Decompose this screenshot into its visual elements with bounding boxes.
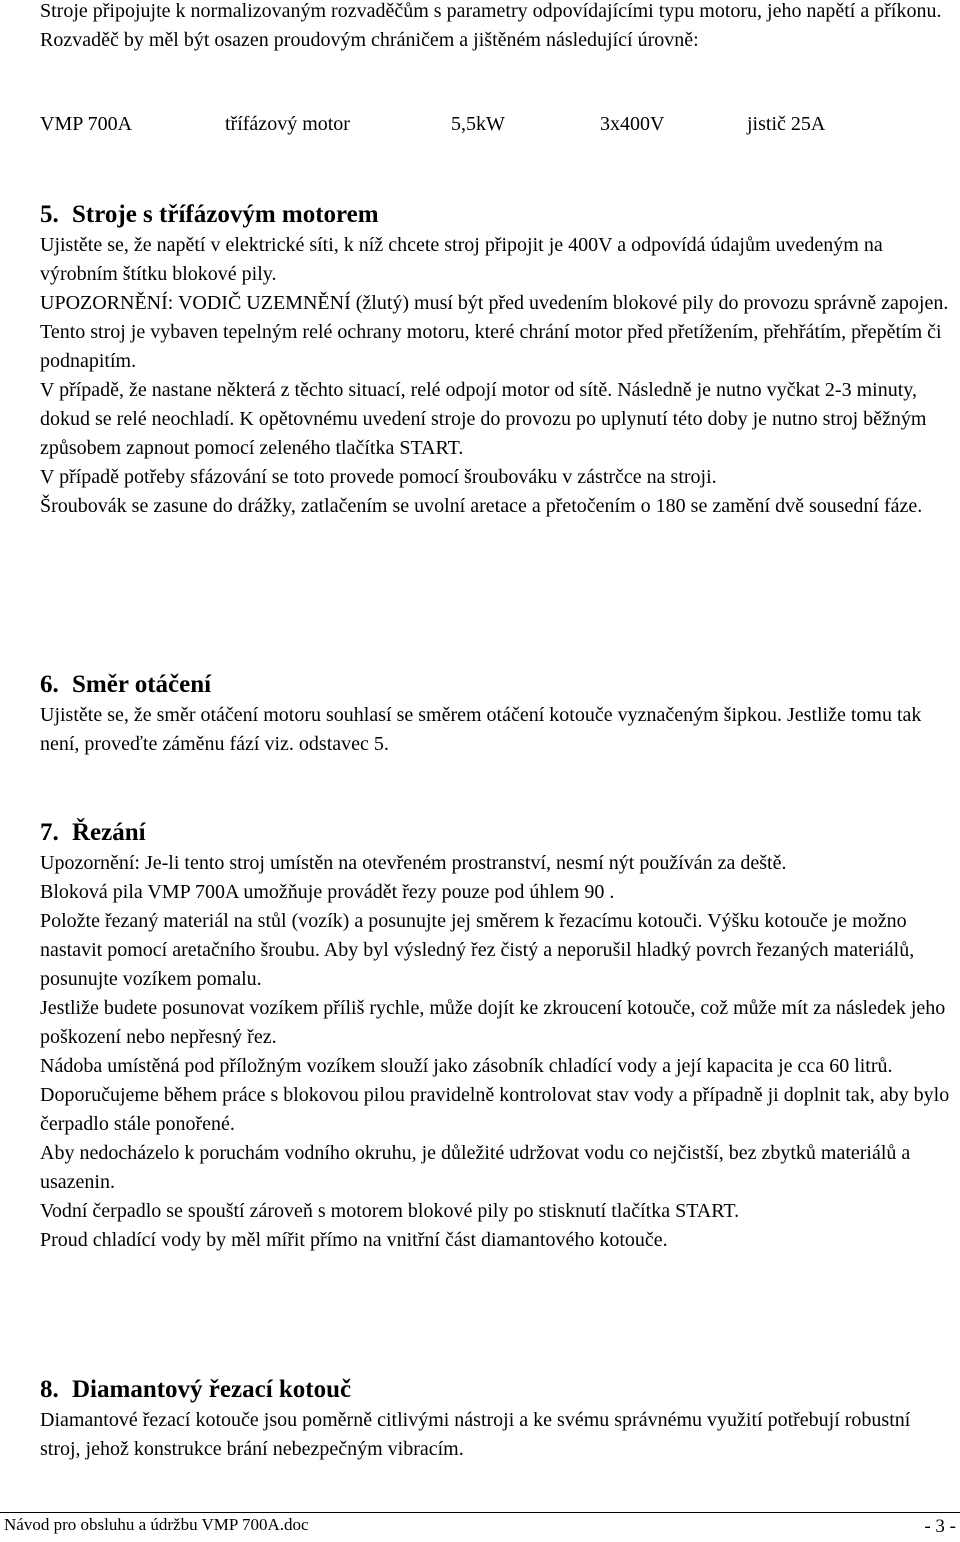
section-5-title: Stroje s třífázovým motorem xyxy=(72,201,379,228)
intro-paragraph: Stroje připojujte k normalizovaným rozvaděčům s parametry odpovídajícími typu motoru, jeho napětí a příkonu. Rozvaděč by měl být osazen proudovým chráničem a jištěném následující úrovně: xyxy=(40,0,942,51)
section-6-heading xyxy=(40,669,955,701)
section-5-line: UPOZORNĚNÍ: VODIČ UZEMNĚNÍ (žlutý) musí být před uvedením blokové pily do provozu správně zapojen. xyxy=(40,292,949,314)
section-7-line: Položte řezaný materiál na stůl (vozík) a posunujte jej směrem k řezacímu kotouči. Výšku kotouče je možno nastavit pomocí aretačního šroubu. Aby byl výsledný řez čistý a neporušil hladký povrch řezaných materiálů, posunujte vozíkem pomalu. xyxy=(40,910,915,990)
section-8-title: Diamantový řezací kotouč xyxy=(72,1376,352,1403)
section-7-number: 7. xyxy=(40,819,59,846)
section-7-line: Bloková pila VMP 700A umožňuje provádět řezy pouze pod úhlem 90 . xyxy=(40,881,615,903)
section-8-heading xyxy=(40,1374,955,1406)
spec-model: VMP 700A xyxy=(40,113,133,135)
section-5-line: Šroubovák se zasune do drážky, zatlačením se uvolní aretace a přetočením o 180 se zamění dvě sousední fáze. xyxy=(40,495,923,517)
section-5-line: V případě potřeby sfázování se toto provede pomocí šroubováku v zástrčce na stroji. xyxy=(40,466,717,488)
page-footer xyxy=(0,1512,960,1542)
spec-breaker: jistič 25A xyxy=(747,113,826,135)
section-5-line: Tento stroj je vybaven tepelným relé ochrany motoru, které chrání motor před přetížením, přehřátím, přepětím či podnapitím. xyxy=(40,321,942,372)
section-6 xyxy=(40,669,955,759)
section-5-line: V případě, že nastane některá z těchto situací, relé odpojí motor od sítě. Následně je nutno vyčkat 2-3 minuty, dokud se relé neochladí. K opětovnému uvedení stroje do provozu po uplynutí této doby je nutno stroj běžným způsobem zapnout pomocí zeleného tlačítka START. xyxy=(40,379,927,459)
section-7-line: Upozornění: Je-li tento stroj umístěn na otevřeném prostranství, nesmí nýt používán za deště. xyxy=(40,852,787,874)
spec-voltage: 3x400V xyxy=(600,113,665,135)
section-7-line: Jestliže budete posunovat vozíkem příliš rychle, může dojít ke zkroucení kotouče, což může mít za následek jeho poškození nebo nepřesný řez. xyxy=(40,997,946,1048)
intro-block xyxy=(40,0,955,55)
spec-motor: třífázový motor xyxy=(225,113,350,135)
section-7-line: Nádoba umístěná pod příložným vozíkem slouží jako zásobník chladící vody a její kapacita je cca 60 litrů. Doporučujeme během práce s blokovou pilou pravidelně kontrolovat stav vody a případně ji doplnit tak, aby bylo čerpadlo stále ponořené. xyxy=(40,1055,950,1135)
footer-page-number: - 3 - xyxy=(924,1516,956,1537)
section-7-heading xyxy=(40,817,955,849)
spec-power: 5,5kW xyxy=(451,113,505,135)
section-8 xyxy=(40,1374,955,1464)
section-7-title: Řezání xyxy=(72,819,146,846)
section-6-number: 6. xyxy=(40,671,59,698)
section-8-line: Diamantové řezací kotouče jsou poměrně citlivými nástroji a ke svému správnému využití potřebují robustní stroj, jehož konstrukce brání nebezpečným vibracím. xyxy=(40,1409,911,1460)
section-6-title: Směr otáčení xyxy=(72,671,212,698)
section-7-line: Vodní čerpadlo se spouští zároveň s motorem blokové pily po stisknutí tlačítka START. xyxy=(40,1200,740,1222)
section-6-line: Ujistěte se, že směr otáčení motoru souhlasí se směrem otáčení kotouče vyznačeným šipkou. Jestliže tomu tak není, proveďte záměnu fází viz. odstavec 5. xyxy=(40,704,922,755)
section-7 xyxy=(40,817,955,1255)
section-5-number: 5. xyxy=(40,201,59,228)
footer-doc-name: Návod pro obsluhu a údržbu VMP 700A.doc xyxy=(4,1515,309,1534)
power-spec-row xyxy=(40,113,955,142)
section-5-heading xyxy=(40,199,955,231)
section-7-line: Aby nedocházelo k poruchám vodního okruhu, je důležité udržovat vodu co nejčistší, bez zbytků materiálů a usazenin. xyxy=(40,1142,911,1193)
section-8-number: 8. xyxy=(40,1376,59,1403)
section-5-line: Ujistěte se, že napětí v elektrické síti, k níž chcete stroj připojit je 400V a odpovídá údajům uvedeným na výrobním štítku blokové pily. xyxy=(40,234,883,285)
section-7-line: Proud chladící vody by měl mířit přímo na vnitřní část diamantového kotouče. xyxy=(40,1229,668,1251)
section-5 xyxy=(40,199,955,521)
